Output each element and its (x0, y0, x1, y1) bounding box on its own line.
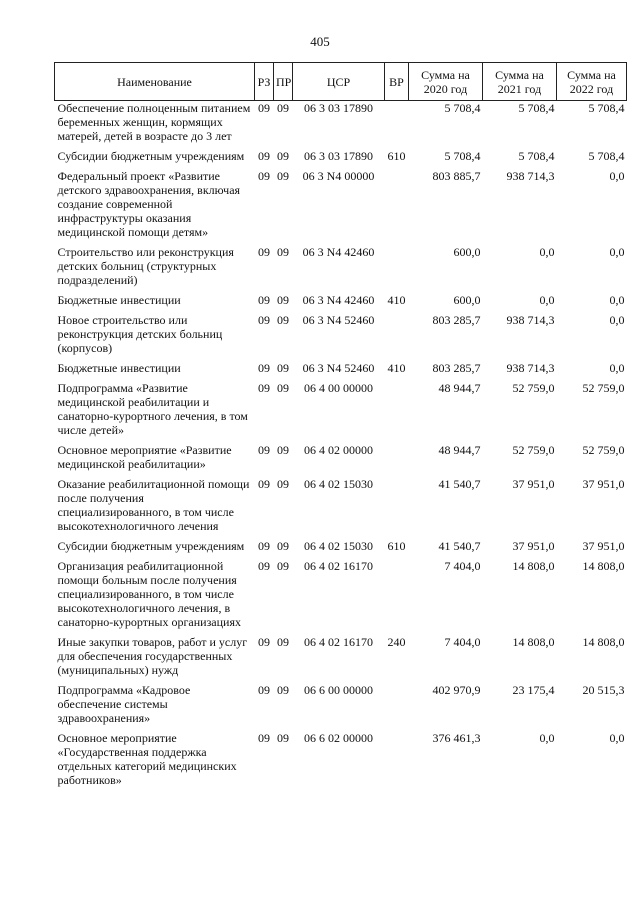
row-sum-2022: 0,0 (609, 731, 625, 745)
row-sum-2022: 5 708,4 (588, 149, 625, 163)
row-pr: 09 (277, 539, 289, 553)
row-pr: 09 (277, 293, 289, 307)
row-name: Федеральный проект «Развитие детского здравоохранения, включая создание современной инфраструктуры оказания медицинской помощи детям» (57, 169, 241, 239)
row-sum-2021: 37 951,0 (512, 477, 555, 491)
row-pr: 09 (277, 731, 289, 745)
row-rz: 09 (258, 361, 270, 375)
row-csr: 06 3 N4 52460 (302, 361, 375, 375)
row-vr: 610 (387, 149, 406, 163)
row-sum-2021: 14 808,0 (512, 559, 555, 573)
table-row (55, 149, 627, 169)
row-sum-2022: 37 951,0 (582, 539, 625, 553)
row-sum-2020: 402 970,9 (432, 683, 481, 697)
table-row (55, 381, 627, 443)
row-vr (385, 381, 409, 443)
row-rz: 09 (258, 169, 270, 183)
header-sum-2022: Сумма на 2022 год (557, 63, 627, 101)
row-sum-2020: 41 540,7 (438, 477, 481, 491)
table-row (55, 101, 627, 150)
row-pr: 09 (277, 477, 289, 491)
header-csr: ЦСР (293, 63, 385, 101)
row-name: Иные закупки товаров, работ и услуг для обеспечения государственных (муниципальных) нужд (57, 635, 248, 677)
row-rz: 09 (258, 149, 270, 163)
row-sum-2020: 41 540,7 (438, 539, 481, 553)
row-pr: 09 (277, 559, 289, 573)
table-row (55, 635, 627, 683)
table-row (55, 293, 627, 313)
row-sum-2022: 0,0 (609, 313, 625, 327)
row-sum-2022: 0,0 (609, 245, 625, 259)
row-sum-2022: 0,0 (609, 361, 625, 375)
row-sum-2022: 37 951,0 (582, 477, 625, 491)
row-name: Организация реабилитационной помощи больным после получения специализированного, в том числе высокотехнологичного лечения, в санаторно-курортных организациях (57, 559, 241, 629)
row-rz: 09 (258, 381, 270, 395)
row-rz: 09 (258, 443, 270, 457)
row-csr: 06 4 02 16170 (304, 559, 373, 573)
row-sum-2020: 600,0 (453, 245, 481, 259)
row-vr (385, 313, 409, 361)
row-sum-2021: 5 708,4 (518, 149, 555, 163)
row-sum-2020: 5 708,4 (444, 149, 481, 163)
row-sum-2021: 938 714,3 (506, 361, 555, 375)
row-vr (385, 169, 409, 245)
row-csr: 06 3 03 17890 (304, 101, 373, 115)
header-sum-2021: Сумма на 2021 год (483, 63, 557, 101)
row-sum-2021: 52 759,0 (512, 443, 555, 457)
header-vr: ВР (385, 63, 409, 101)
row-sum-2021: 0,0 (539, 245, 555, 259)
row-name: Обеспечение полноценным питанием беременных женщин, кормящих матерей, детей в возрасте до 3 лет (57, 101, 251, 143)
row-csr: 06 3 N4 52460 (302, 313, 375, 327)
row-sum-2020: 48 944,7 (438, 443, 481, 457)
table-row (55, 169, 627, 245)
row-rz: 09 (258, 731, 270, 745)
row-sum-2020: 803 285,7 (432, 313, 481, 327)
row-rz: 09 (258, 635, 270, 649)
header-pr: ПР (274, 63, 293, 101)
row-sum-2021: 52 759,0 (512, 381, 555, 395)
row-vr (385, 477, 409, 539)
row-vr (385, 731, 409, 793)
page-number: 405 (310, 34, 330, 49)
row-name: Субсидии бюджетным учреждениям (57, 539, 245, 553)
row-csr: 06 3 N4 42460 (302, 245, 375, 259)
row-csr: 06 3 N4 42460 (302, 293, 375, 307)
table-row (55, 443, 627, 477)
table-row (55, 731, 627, 793)
table-row (55, 559, 627, 635)
row-name: Подпрограмма «Развитие медицинской реабилитации и санаторно-курортного лечения, в том числе детей» (57, 381, 248, 437)
row-pr: 09 (277, 683, 289, 697)
row-sum-2020: 48 944,7 (438, 381, 481, 395)
row-sum-2022: 14 808,0 (582, 635, 625, 649)
row-sum-2021: 23 175,4 (512, 683, 555, 697)
row-sum-2020: 600,0 (453, 293, 481, 307)
row-sum-2020: 7 404,0 (444, 559, 481, 573)
row-csr: 06 4 02 15030 (304, 539, 373, 553)
row-vr (385, 245, 409, 293)
row-csr: 06 4 02 15030 (304, 477, 373, 491)
row-pr: 09 (277, 381, 289, 395)
row-vr (385, 443, 409, 477)
table-row (55, 361, 627, 381)
row-rz: 09 (258, 101, 270, 115)
row-name: Бюджетные инвестиции (57, 361, 181, 375)
row-csr: 06 3 N4 00000 (302, 169, 375, 183)
row-rz: 09 (258, 683, 270, 697)
header-sum-2020: Сумма на 2020 год (409, 63, 483, 101)
row-sum-2021: 14 808,0 (512, 635, 555, 649)
row-sum-2022: 52 759,0 (582, 443, 625, 457)
header-name: Наименование (55, 63, 255, 101)
row-rz: 09 (258, 559, 270, 573)
row-vr: 410 (387, 293, 406, 307)
row-sum-2022: 0,0 (609, 169, 625, 183)
row-rz: 09 (258, 293, 270, 307)
row-sum-2021: 0,0 (539, 731, 555, 745)
table-header-row (55, 63, 627, 101)
row-vr: 240 (387, 635, 406, 649)
row-sum-2020: 376 461,3 (432, 731, 481, 745)
row-csr: 06 6 00 00000 (304, 683, 373, 697)
row-csr: 06 6 02 00000 (304, 731, 373, 745)
row-sum-2021: 37 951,0 (512, 539, 555, 553)
row-vr (385, 101, 409, 150)
row-pr: 09 (277, 361, 289, 375)
header-rz: РЗ (255, 63, 274, 101)
row-sum-2022: 14 808,0 (582, 559, 625, 573)
row-sum-2021: 938 714,3 (506, 169, 555, 183)
row-sum-2022: 0,0 (609, 293, 625, 307)
row-name: Оказание реабилитационной помощи после получения специализированного, в том числе высокотехнологичного лечения (57, 477, 250, 533)
table-row (55, 683, 627, 731)
row-csr: 06 4 00 00000 (304, 381, 373, 395)
row-name: Новое строительство или реконструкция детских больниц (корпусов) (57, 313, 223, 355)
row-sum-2020: 803 885,7 (432, 169, 481, 183)
row-sum-2020: 5 708,4 (444, 101, 481, 115)
row-sum-2020: 803 285,7 (432, 361, 481, 375)
row-name: Подпрограмма «Кадровое обеспечение системы здравоохранения» (57, 683, 191, 725)
row-pr: 09 (277, 101, 289, 115)
row-sum-2022: 20 515,3 (582, 683, 625, 697)
row-csr: 06 4 02 00000 (304, 443, 373, 457)
budget-table (54, 62, 627, 793)
row-rz: 09 (258, 245, 270, 259)
row-name: Субсидии бюджетным учреждениям (57, 149, 245, 163)
row-pr: 09 (277, 635, 289, 649)
row-csr: 06 4 02 16170 (304, 635, 373, 649)
row-vr: 610 (387, 539, 406, 553)
row-sum-2021: 0,0 (539, 293, 555, 307)
row-vr (385, 559, 409, 635)
row-pr: 09 (277, 245, 289, 259)
row-sum-2020: 7 404,0 (444, 635, 481, 649)
row-rz: 09 (258, 539, 270, 553)
row-name: Бюджетные инвестиции (57, 293, 181, 307)
row-pr: 09 (277, 149, 289, 163)
row-vr (385, 683, 409, 731)
row-name: Строительство или реконструкция детских больниц (структурных подразделений) (57, 245, 234, 287)
row-sum-2022: 5 708,4 (588, 101, 625, 115)
row-rz: 09 (258, 313, 270, 327)
row-pr: 09 (277, 169, 289, 183)
table-row (55, 477, 627, 539)
row-sum-2021: 5 708,4 (518, 101, 555, 115)
table-row (55, 539, 627, 559)
row-csr: 06 3 03 17890 (304, 149, 373, 163)
row-pr: 09 (277, 443, 289, 457)
table-body (55, 101, 627, 794)
row-name: Основное мероприятие «Государственная поддержка отдельных категорий медицинских работников» (57, 731, 237, 787)
row-pr: 09 (277, 313, 289, 327)
row-name: Основное мероприятие «Развитие медицинской реабилитации» (57, 443, 232, 471)
row-vr: 410 (387, 361, 406, 375)
row-rz: 09 (258, 477, 270, 491)
table-row (55, 245, 627, 293)
row-sum-2021: 938 714,3 (506, 313, 555, 327)
row-sum-2022: 52 759,0 (582, 381, 625, 395)
table-row (55, 313, 627, 361)
